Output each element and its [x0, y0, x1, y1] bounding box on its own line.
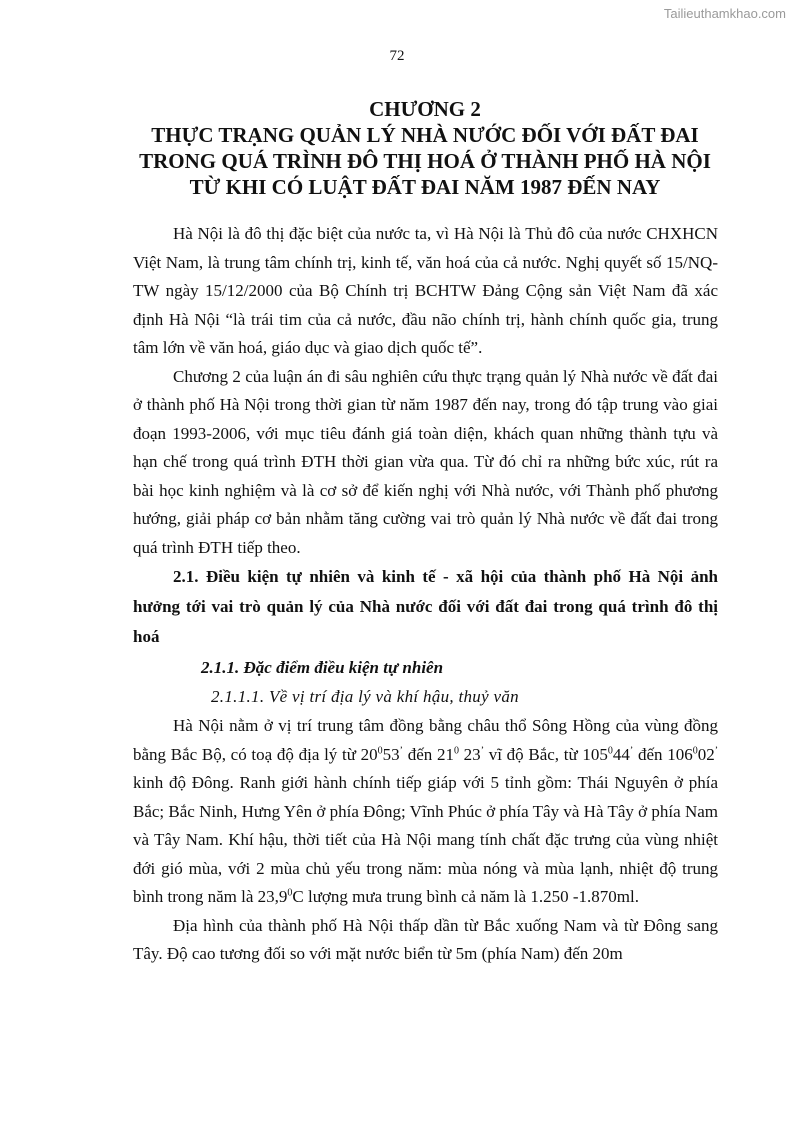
paragraph-terrain: Địa hình của thành phố Hà Nội thấp dần từ Bắc xuống Nam và từ Đông sang Tây. Độ cao tương đối so với mặt nước biển từ 5m (phía Nam) đến 20m: [133, 915, 718, 963]
superscript: ’: [480, 744, 485, 756]
superscript: ’: [629, 744, 634, 756]
text-run: đến 106: [633, 744, 693, 764]
text-run: kinh độ Đông. Ranh giới hành chính tiếp giáp với 5 tỉnh gồm: Thái Nguyên ở phía Bắc; Bắc Ninh, Hưng Yên ở phía Đông; Vĩnh Phúc ở phía Tây và Hà Tây ở phía Nam và Tây Nam. Khí hậu, thời tiết của Hà Nội mang tính chất đặc trưng của vùng nhiệt đới gió mùa, với 2 mùa chủ yếu trong năm: mùa nóng và mùa lạnh, nhiệt độ trung bình trong năm là 23,9: [133, 773, 718, 906]
superscript: 0: [692, 744, 698, 756]
superscript: 0: [607, 744, 613, 756]
paragraph-chapter-scope: Chương 2 của luận án đi sâu nghiên cứu thực trạng quản lý Nhà nước về đất đai ở thành phố Hà Nội trong thời gian từ năm 1987 đến nay, trong đó tập trung vào giai đoạn 1993-2006, với mục tiêu đánh giá toàn diện, khách quan những thành tựu và hạn chế trong quá trình ĐTH thời gian vừa qua. Từ đó chỉ ra những bức xúc, rút ra bài học kinh nghiệm và là cơ sở để kiến nghị với Nhà nước, với Thành phố phương hướng, giải pháp cơ bản nhằm tăng cường vai trò quản lý Nhà nước về đất đai trong quá trình ĐTH tiếp theo.: [133, 366, 718, 557]
paragraph-intro: Hà Nội là đô thị đặc biệt của nước ta, vì Hà Nội là Thủ đô của nước CHXHCN Việt Nam, là trung tâm chính trị, kinh tế, văn hoá của cả nước. Nghị quyết số 15/NQ-TW ngày 15/12/2000 của Bộ Chính trị BCHTW Đảng Cộng sản Việt Nam đã xác định Hà Nội “là trái tim của cả nước, đầu não chính trị, hành chính quốc gia, trung tâm lớn về văn hoá, giáo dục và giao dịch quốc tế”.: [133, 224, 718, 357]
document-body: [133, 220, 718, 969]
text-run: đến 21: [403, 744, 454, 764]
chapter-title-line: TRONG QUÁ TRÌNH ĐÔ THỊ HOÁ Ở THÀNH PHỐ HÀ NỘI: [139, 149, 711, 173]
text-run: 02: [697, 744, 715, 764]
superscript: ’: [714, 744, 719, 756]
chapter-heading: [100, 96, 750, 200]
chapter-title-line: TỪ KHI CÓ LUẬT ĐẤT ĐAI NĂM 1987 ĐẾN NAY: [189, 175, 661, 199]
superscript: ’: [399, 744, 403, 756]
chapter-number: CHƯƠNG 2: [369, 97, 481, 121]
text-run: vĩ độ Bắc, từ 105: [484, 744, 608, 764]
watermark: Tailieuthamkhao.com: [663, 6, 786, 21]
superscript: 0: [453, 744, 459, 756]
paragraph-location: [133, 712, 718, 912]
superscript: 0: [377, 744, 383, 756]
text-run: Hà Nội nằm ở vị trí trung tâm đồng bằng châu thổ Sông Hồng của vùng đồng bằng Bắc Bộ, có toạ độ địa lý từ 20: [133, 716, 718, 764]
text-run: 44: [612, 744, 630, 764]
chapter-title-line: THỰC TRẠNG QUẢN LÝ NHÀ NƯỚC ĐỐI VỚI ĐẤT ĐAI: [151, 123, 699, 147]
text-run: 53: [382, 744, 400, 764]
superscript: 0: [287, 887, 293, 899]
section-heading: 2.1. Điều kiện tự nhiên và kinh tế - xã hội của thành phố Hà Nội ảnh hưởng tới vai trò quản lý của Nhà nước đối với đất đai trong quá trình đô thị hoá: [133, 567, 718, 646]
subsubsection-heading: 2.1.1.1. Về vị trí địa lý và khí hậu, thuỷ văn: [211, 687, 519, 706]
page-number: 72: [389, 48, 405, 64]
text-run: C lượng mưa trung bình cả năm là 1.250 -1.870ml.: [292, 887, 639, 906]
subsection-heading: 2.1.1. Đặc điểm điều kiện tự nhiên: [201, 658, 444, 677]
text-run: 23: [458, 744, 481, 764]
